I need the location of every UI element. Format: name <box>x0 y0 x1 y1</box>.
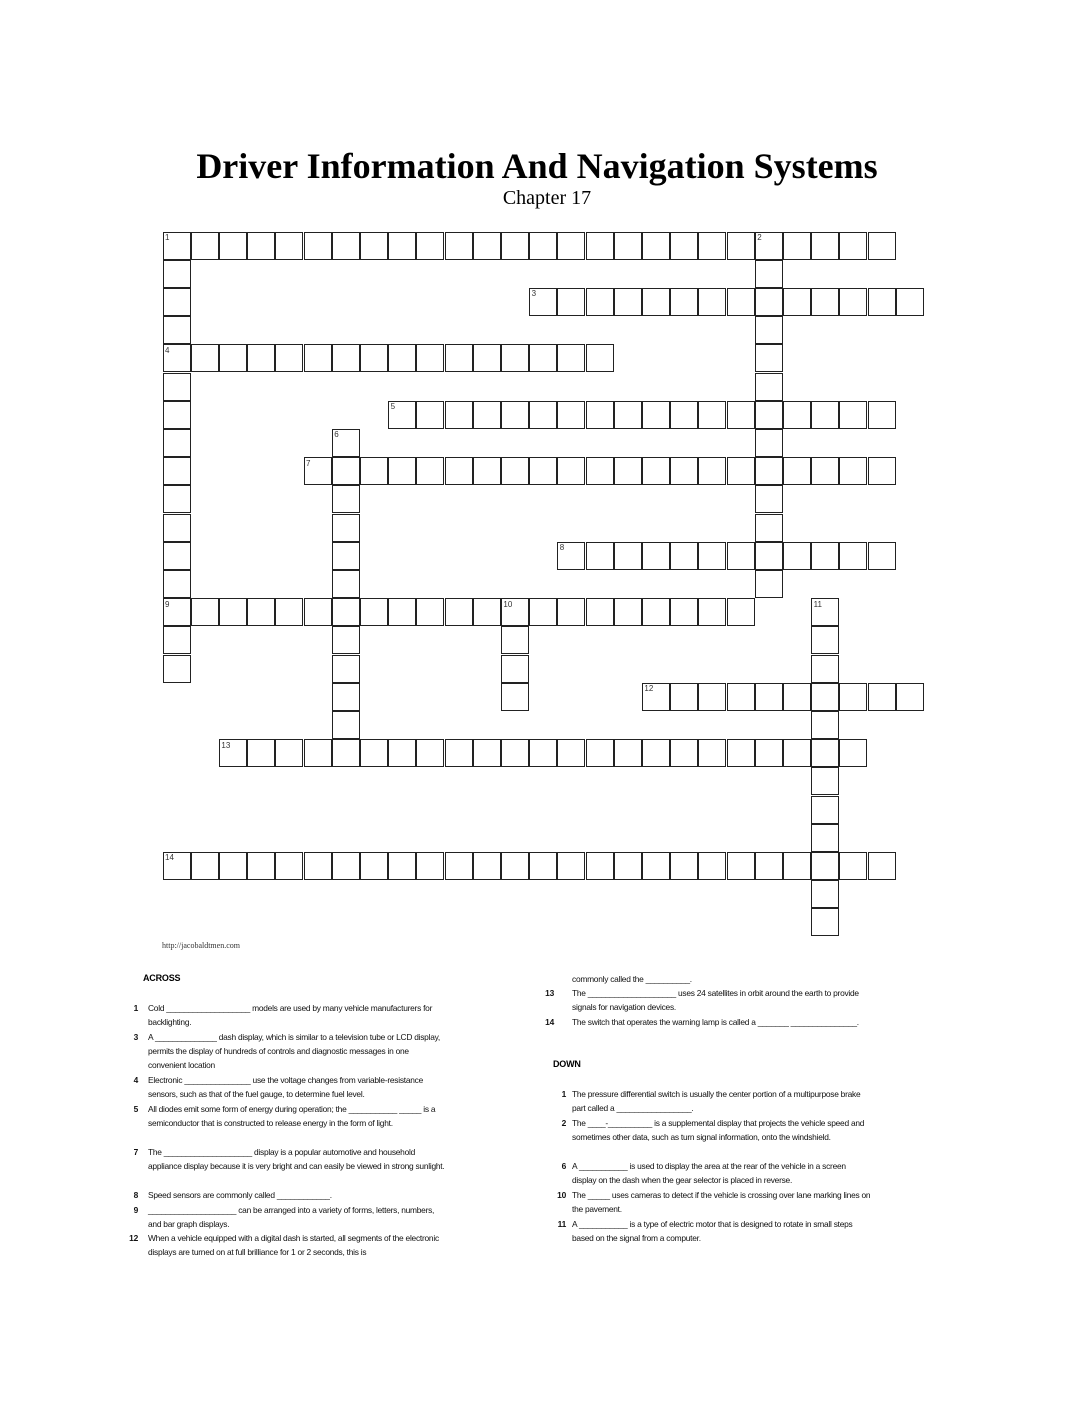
grid-cell[interactable] <box>501 852 529 880</box>
grid-cell[interactable] <box>163 288 191 316</box>
grid-cell[interactable] <box>332 655 360 683</box>
grid-cell[interactable] <box>670 232 698 260</box>
grid-cell[interactable] <box>275 232 303 260</box>
clue-number: 2 <box>561 1118 566 1128</box>
grid-cell[interactable] <box>445 598 473 626</box>
grid-cell[interactable] <box>727 401 755 429</box>
grid-cell[interactable] <box>839 232 867 260</box>
grid-cell[interactable] <box>642 232 670 260</box>
grid-cell[interactable] <box>191 344 219 372</box>
grid-cell[interactable] <box>727 683 755 711</box>
clue-number: 7 <box>133 1147 138 1157</box>
clue-number: 1 <box>561 1089 566 1099</box>
grid-cell[interactable] <box>868 232 896 260</box>
grid-cell[interactable] <box>332 626 360 654</box>
grid-cell[interactable] <box>642 598 670 626</box>
grid-cell[interactable] <box>586 852 614 880</box>
grid-cell[interactable] <box>191 232 219 260</box>
grid-cell[interactable] <box>219 344 247 372</box>
grid-cell[interactable] <box>332 711 360 739</box>
grid-cell[interactable] <box>473 598 501 626</box>
clue-number: 8 <box>133 1190 138 1200</box>
grid-cell[interactable] <box>473 852 501 880</box>
cell-number: 7 <box>306 458 311 468</box>
grid-cell[interactable] <box>332 344 360 372</box>
grid-cell[interactable] <box>304 344 332 372</box>
grid-cell[interactable] <box>473 344 501 372</box>
grid-cell[interactable] <box>332 570 360 598</box>
clue-text: A ___________ is used to display the area at the rear of the vehicle in a screen display on the dash when the gear selector is placed in reverse. <box>572 1161 846 1186</box>
grid-cell[interactable] <box>811 824 839 852</box>
grid-cell[interactable] <box>698 288 726 316</box>
grid-cell[interactable] <box>698 401 726 429</box>
grid-cell[interactable] <box>586 232 614 260</box>
grid-cell[interactable] <box>783 852 811 880</box>
grid-cell[interactable] <box>586 288 614 316</box>
grid-cell[interactable] <box>670 739 698 767</box>
grid-cell[interactable] <box>247 598 275 626</box>
grid-cell[interactable] <box>388 457 416 485</box>
grid-cell[interactable] <box>783 457 811 485</box>
grid-cell[interactable] <box>360 852 388 880</box>
grid-cell[interactable] <box>614 288 642 316</box>
grid-cell[interactable] <box>529 852 557 880</box>
grid-cell[interactable] <box>642 739 670 767</box>
clue-text: The ____________________ display is a popular automotive and household appliance display because it is very bright and can easily be viewed in strong sunlight. <box>148 1147 445 1172</box>
grid-cell[interactable] <box>586 542 614 570</box>
grid-cell[interactable] <box>839 739 867 767</box>
grid-cell[interactable] <box>332 542 360 570</box>
grid-cell[interactable] <box>755 288 783 316</box>
cell-number: 14 <box>165 853 174 863</box>
grid-cell[interactable] <box>163 260 191 288</box>
grid-cell[interactable] <box>642 852 670 880</box>
clue-number: 5 <box>133 1104 138 1114</box>
clue-text: ____________________ can be arranged into a variety of forms, letters, numbers, and bar graph displays. <box>148 1205 435 1230</box>
clue-number: 6 <box>561 1161 566 1171</box>
grid-cell[interactable] <box>811 626 839 654</box>
clue-text: Cold ___________________ models are used by many vehicle manufacturers for backlighting. <box>148 1003 433 1028</box>
grid-cell[interactable] <box>473 457 501 485</box>
grid-cell[interactable] <box>614 598 642 626</box>
grid-cell[interactable] <box>868 401 896 429</box>
grid-cell[interactable] <box>304 852 332 880</box>
grid-cell[interactable] <box>811 796 839 824</box>
clue-number: 1 <box>133 1003 138 1013</box>
cell-number: 13 <box>221 740 231 750</box>
grid-cell[interactable] <box>755 739 783 767</box>
grid-cell[interactable] <box>163 373 191 401</box>
grid-cell[interactable] <box>698 852 726 880</box>
grid-cell[interactable] <box>388 739 416 767</box>
grid-cell[interactable] <box>811 542 839 570</box>
grid-cell[interactable] <box>388 598 416 626</box>
grid-cell[interactable] <box>868 852 896 880</box>
grid-cell[interactable] <box>614 232 642 260</box>
grid-cell[interactable] <box>445 344 473 372</box>
grid-cell[interactable] <box>670 542 698 570</box>
grid-cell[interactable] <box>811 401 839 429</box>
grid-cell[interactable] <box>501 739 529 767</box>
grid-cell[interactable] <box>698 542 726 570</box>
grid-cell[interactable] <box>332 485 360 513</box>
grid-cell[interactable] <box>811 711 839 739</box>
clue-number: 3 <box>133 1032 138 1042</box>
source-url: http://jacobaldtmen.com <box>162 941 240 950</box>
grid-cell[interactable] <box>332 598 360 626</box>
grid-cell[interactable] <box>839 401 867 429</box>
grid-cell[interactable] <box>727 457 755 485</box>
grid-cell[interactable] <box>557 852 585 880</box>
grid-cell[interactable] <box>501 457 529 485</box>
clue-text: Speed sensors are commonly called ____________. <box>148 1190 332 1200</box>
clue-text: The ____________________ uses 24 satellites in orbit around the earth to provide signals for navigation devices. <box>572 988 859 1013</box>
puzzle-title: Driver Information And Navigation Systems <box>196 146 878 186</box>
grid-cell[interactable] <box>529 232 557 260</box>
clue-number: 12 <box>129 1233 138 1243</box>
grid-cell[interactable] <box>670 401 698 429</box>
grid-cell[interactable] <box>755 260 783 288</box>
cell-number: 3 <box>531 289 537 299</box>
grid-cell[interactable] <box>586 598 614 626</box>
grid-cell[interactable] <box>755 542 783 570</box>
grid-cell[interactable] <box>360 457 388 485</box>
grid-cell[interactable] <box>727 739 755 767</box>
grid-cell[interactable] <box>332 514 360 542</box>
grid-cell[interactable] <box>614 542 642 570</box>
grid-cell[interactable] <box>614 852 642 880</box>
grid-cell[interactable] <box>727 288 755 316</box>
grid-cell[interactable] <box>473 739 501 767</box>
grid-cell[interactable] <box>360 344 388 372</box>
grid-cell[interactable] <box>670 288 698 316</box>
grid-cell[interactable] <box>247 739 275 767</box>
grid-cell[interactable] <box>783 401 811 429</box>
grid-cell[interactable] <box>896 288 924 316</box>
grid-cell[interactable] <box>614 401 642 429</box>
grid-cell[interactable] <box>811 288 839 316</box>
grid-cell[interactable] <box>586 344 614 372</box>
grid-cell[interactable] <box>727 598 755 626</box>
grid-cell[interactable] <box>163 485 191 513</box>
grid-cell[interactable] <box>783 683 811 711</box>
grid-cell[interactable] <box>839 542 867 570</box>
cell-number: 5 <box>390 402 396 412</box>
grid-cell[interactable] <box>501 344 529 372</box>
grid-cell[interactable] <box>698 598 726 626</box>
grid-cell[interactable] <box>839 457 867 485</box>
puzzle-subtitle: Chapter 17 <box>502 187 592 209</box>
clue-number: 11 <box>557 1219 566 1229</box>
grid-cell[interactable] <box>247 852 275 880</box>
grid-cell[interactable] <box>698 683 726 711</box>
clue-text: A ______________ dash display, which is similar to a television tube or LCD display, permits the display of hundreds of controls and diagnostic messages in one convenient location <box>148 1032 441 1071</box>
grid-cell[interactable] <box>163 626 191 654</box>
grid-cell[interactable] <box>445 232 473 260</box>
grid-cell[interactable] <box>191 598 219 626</box>
grid-cell[interactable] <box>755 401 783 429</box>
grid-cell[interactable] <box>445 401 473 429</box>
grid-cell[interactable] <box>473 401 501 429</box>
grid-cell[interactable] <box>473 232 501 260</box>
grid-cell[interactable] <box>501 401 529 429</box>
grid-cell[interactable] <box>811 457 839 485</box>
grid-cell[interactable] <box>557 288 585 316</box>
grid-cell[interactable] <box>360 739 388 767</box>
grid-cell[interactable] <box>868 542 896 570</box>
grid-cell[interactable] <box>642 288 670 316</box>
cell-number: 4 <box>165 345 170 355</box>
clue-text: The pressure differential switch is usually the center portion of a multipurpose brake part called a _________________. <box>572 1089 861 1114</box>
grid-cell[interactable] <box>416 232 444 260</box>
cell-number: 11 <box>813 599 822 609</box>
grid-cell[interactable] <box>557 232 585 260</box>
grid-cell[interactable] <box>416 739 444 767</box>
clue-number: 9 <box>133 1205 138 1215</box>
grid-cell[interactable] <box>163 514 191 542</box>
grid-cell[interactable] <box>163 655 191 683</box>
grid-cell[interactable] <box>416 598 444 626</box>
grid-cell[interactable] <box>163 316 191 344</box>
grid-cell[interactable] <box>811 852 839 880</box>
grid-cell[interactable] <box>163 401 191 429</box>
grid-cell[interactable] <box>163 542 191 570</box>
cell-number: 6 <box>334 430 339 440</box>
grid-cell[interactable] <box>557 401 585 429</box>
grid-cell[interactable] <box>416 457 444 485</box>
grid-cell[interactable] <box>811 655 839 683</box>
clue-text: The switch that operates the warning lamp is called a _______ _______________. <box>572 1017 859 1027</box>
grid-cell[interactable] <box>755 316 783 344</box>
clue-text: All diodes emit some form of energy during operation; the ___________ _____ is a semiconductor that is constructed to release energy in the form of light. <box>148 1104 436 1129</box>
grid-cell[interactable] <box>727 852 755 880</box>
grid-cell[interactable] <box>755 514 783 542</box>
grid-cell[interactable] <box>219 852 247 880</box>
grid-cell[interactable] <box>529 344 557 372</box>
grid-cell[interactable] <box>304 232 332 260</box>
grid-cell[interactable] <box>388 344 416 372</box>
grid-cell[interactable] <box>557 344 585 372</box>
grid-cell[interactable] <box>811 880 839 908</box>
grid-cell[interactable] <box>445 852 473 880</box>
grid-cell[interactable] <box>445 457 473 485</box>
grid-cell[interactable] <box>557 598 585 626</box>
grid-cell[interactable] <box>755 457 783 485</box>
grid-cell[interactable] <box>163 457 191 485</box>
grid-cell[interactable] <box>755 429 783 457</box>
grid-cell[interactable] <box>247 232 275 260</box>
grid-cell[interactable] <box>670 852 698 880</box>
grid-cell[interactable] <box>839 683 867 711</box>
grid-cell[interactable] <box>275 852 303 880</box>
grid-cell[interactable] <box>811 739 839 767</box>
grid-cell[interactable] <box>868 683 896 711</box>
grid-cell[interactable] <box>670 683 698 711</box>
grid-cell[interactable] <box>839 852 867 880</box>
grid-cell[interactable] <box>304 598 332 626</box>
cell-number: 2 <box>757 233 762 242</box>
grid-cell[interactable] <box>529 457 557 485</box>
grid-cell[interactable] <box>219 232 247 260</box>
grid-cell[interactable] <box>811 683 839 711</box>
down-heading: DOWN <box>553 1059 581 1069</box>
grid-cell[interactable] <box>388 852 416 880</box>
cell-number: 1 <box>165 233 170 242</box>
grid-cell[interactable] <box>586 401 614 429</box>
grid-cell[interactable] <box>304 739 332 767</box>
grid-cell[interactable] <box>529 739 557 767</box>
across-heading: ACROSS <box>143 973 181 983</box>
grid-cell[interactable] <box>614 739 642 767</box>
grid-cell[interactable] <box>557 739 585 767</box>
grid-cell[interactable] <box>247 344 275 372</box>
grid-cell[interactable] <box>783 739 811 767</box>
grid-cell[interactable] <box>586 457 614 485</box>
clue-number: 10 <box>557 1190 566 1200</box>
clue-number: 13 <box>545 988 554 998</box>
grid-cell[interactable] <box>445 739 473 767</box>
across-clue-12-continued: commonly called the __________. <box>572 974 692 984</box>
grid-cell[interactable] <box>332 739 360 767</box>
grid-cell[interactable] <box>755 344 783 372</box>
grid-cell[interactable] <box>868 288 896 316</box>
grid-cell[interactable] <box>360 598 388 626</box>
grid-cell[interactable] <box>501 655 529 683</box>
cell-number: 10 <box>503 599 513 609</box>
clue-text: A ___________ is a type of electric motor that is designed to rotate in small steps based on the signal from a computer. <box>572 1219 853 1244</box>
grid-cell[interactable] <box>501 683 529 711</box>
grid-cell[interactable] <box>529 598 557 626</box>
grid-cell[interactable] <box>332 232 360 260</box>
grid-cell[interactable] <box>501 626 529 654</box>
grid-cell[interactable] <box>755 570 783 598</box>
grid-cell[interactable] <box>642 401 670 429</box>
grid-cell[interactable] <box>642 542 670 570</box>
grid-cell[interactable] <box>783 232 811 260</box>
grid-cell[interactable] <box>529 401 557 429</box>
grid-cell[interactable] <box>388 232 416 260</box>
grid-cell[interactable] <box>163 429 191 457</box>
clue-text: The _____ uses cameras to detect if the vehicle is crossing over lane marking lines on the pavement. <box>572 1190 871 1215</box>
grid-cell[interactable] <box>755 683 783 711</box>
grid-cell[interactable] <box>755 852 783 880</box>
cell-number: 12 <box>644 684 654 694</box>
clue-text: Electronic _______________ use the voltage changes from variable-resistance sensors, such as that of the fuel gauge, to determine fuel level. <box>148 1075 424 1100</box>
grid-cell[interactable] <box>698 232 726 260</box>
grid-cell[interactable] <box>360 232 388 260</box>
grid-cell[interactable] <box>839 288 867 316</box>
grid-cell[interactable] <box>868 457 896 485</box>
clue-text: When a vehicle equipped with a digital dash is started, all segments of the electronic displays are turned on at full brilliance for 1 or 2 seconds, this is <box>148 1233 439 1258</box>
grid-cell[interactable] <box>332 683 360 711</box>
grid-cell[interactable] <box>275 598 303 626</box>
grid-cell[interactable] <box>755 373 783 401</box>
grid-cell[interactable] <box>332 852 360 880</box>
grid-cell[interactable] <box>416 401 444 429</box>
grid-cell[interactable] <box>698 457 726 485</box>
grid-cell[interactable] <box>896 683 924 711</box>
grid-cell[interactable] <box>670 598 698 626</box>
grid-cell[interactable] <box>642 457 670 485</box>
grid-cell[interactable] <box>698 739 726 767</box>
grid-cell[interactable] <box>727 542 755 570</box>
grid-cell[interactable] <box>586 739 614 767</box>
grid-cell[interactable] <box>783 288 811 316</box>
cell-number: 9 <box>165 599 170 609</box>
grid-cell[interactable] <box>783 542 811 570</box>
grid-cell[interactable] <box>332 457 360 485</box>
grid-cell[interactable] <box>275 739 303 767</box>
grid-cell[interactable] <box>275 344 303 372</box>
grid-cell[interactable] <box>501 232 529 260</box>
clue-number: 4 <box>133 1075 138 1085</box>
grid-cell[interactable] <box>811 232 839 260</box>
grid-cell[interactable] <box>614 457 642 485</box>
grid-cell[interactable] <box>219 598 247 626</box>
grid-cell[interactable] <box>727 232 755 260</box>
cell-number: 8 <box>559 543 565 553</box>
grid-cell[interactable] <box>191 852 219 880</box>
grid-cell[interactable] <box>416 852 444 880</box>
grid-cell[interactable] <box>755 485 783 513</box>
clue-number: 14 <box>545 1017 554 1027</box>
grid-cell[interactable] <box>670 457 698 485</box>
grid-cell[interactable] <box>557 457 585 485</box>
grid-cell[interactable] <box>811 908 839 936</box>
grid-cell[interactable] <box>416 344 444 372</box>
clue-text: The ____-__________ is a supplemental display that projects the vehicle speed and sometimes other data, such as turn signal information, onto the windshield. <box>572 1118 865 1143</box>
grid-cell[interactable] <box>163 570 191 598</box>
grid-cell[interactable] <box>811 767 839 795</box>
